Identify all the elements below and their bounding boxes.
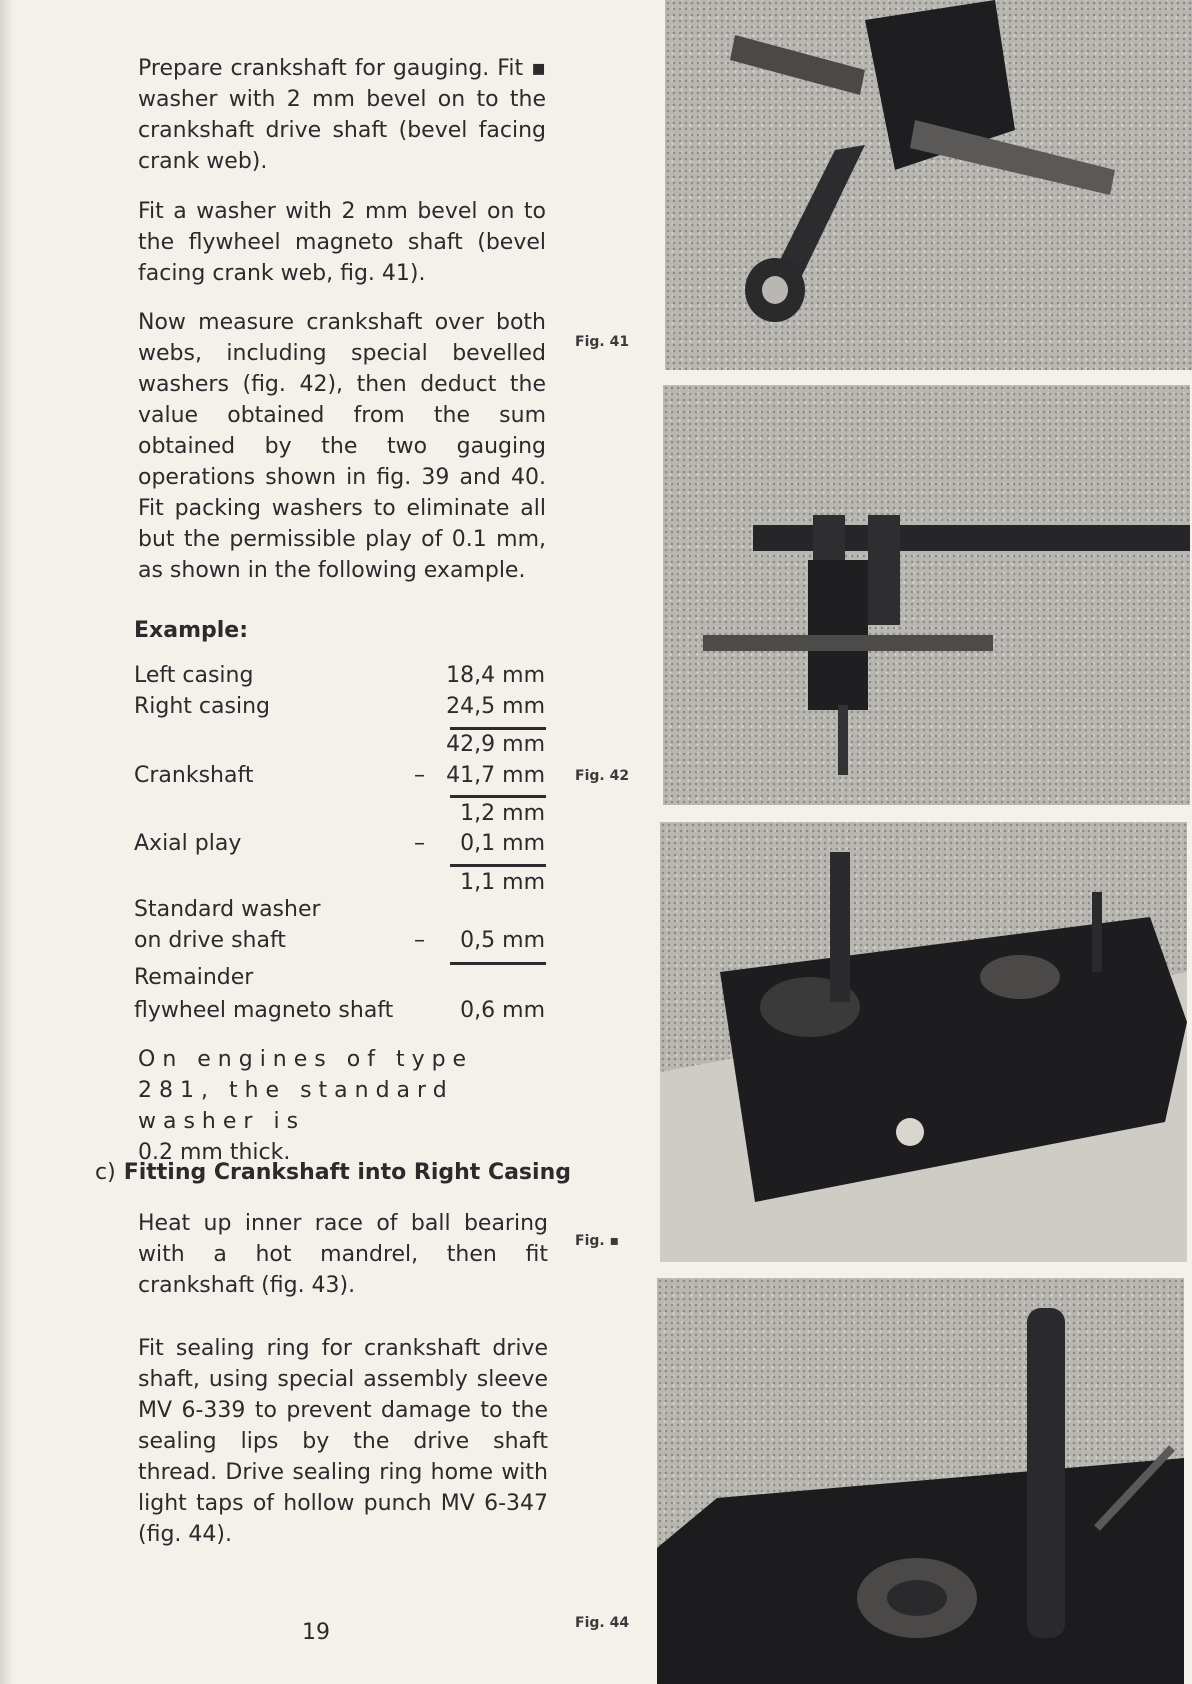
section-heading bbox=[95, 1160, 571, 1185]
figure-43-photo bbox=[660, 822, 1187, 1262]
example-heading: Example: bbox=[134, 618, 248, 643]
figure-42-caption: Fig. 42 bbox=[575, 768, 630, 784]
remainder-label-line2: flywheel magneto shaft bbox=[134, 998, 394, 1023]
paragraph-measure-crankshaft: Now measure crankshaft over both webs, including special bevelled washers (fig. 42), then deduct the value obtained from the sum obtained by the two gauging operations shown in fig. 39 and 40. Fit packing washers to eliminate all but the permissible play of 0.1 mm, as shown in the following example. bbox=[138, 310, 546, 583]
standard-washer-minus-sign: – bbox=[414, 928, 425, 953]
remainder-rule bbox=[450, 962, 546, 965]
engine-type-spaced-text: On engines of type 281, the standard washer is bbox=[138, 1047, 474, 1134]
page-binding-edge bbox=[0, 0, 14, 1684]
crankshaft-label: Crankshaft bbox=[134, 763, 254, 788]
remainder-value: 0,6 mm bbox=[460, 998, 545, 1023]
crankshaft-minus-sign: – bbox=[414, 763, 425, 788]
second-difference-value: 1,1 mm bbox=[460, 870, 545, 895]
paragraph-fit-washer: Fit a washer with 2 mm bevel on to the flywheel magneto shaft (bevel facing crank web, fig. 41). bbox=[138, 199, 546, 286]
crankshaft-value: 41,7 mm bbox=[446, 763, 545, 788]
right-casing-illustration bbox=[660, 822, 1187, 1262]
axial-play-minus-sign: – bbox=[414, 831, 425, 856]
remainder-label: Remainder bbox=[134, 965, 254, 990]
figure-41-photo bbox=[665, 0, 1192, 370]
paragraph-heat-inner-race: Heat up inner race of ball bearing with a hot mandrel, then fit crankshaft (fig. 43). bbox=[138, 1211, 548, 1298]
right-casing-label: Right casing bbox=[134, 694, 270, 719]
figure-43-caption: Fig. ▪ bbox=[575, 1233, 620, 1249]
figure-44-photo bbox=[657, 1278, 1184, 1684]
left-casing-value: 18,4 mm bbox=[446, 663, 545, 688]
section-title: Fitting Crankshaft into Right Casing bbox=[123, 1160, 571, 1185]
section-letter: c) bbox=[95, 1160, 116, 1185]
axial-play-value: 0,1 mm bbox=[460, 831, 545, 856]
paragraph-prepare-crankshaft: Prepare crankshaft for gauging. Fit ▪ washer with 2 mm bevel on to the crankshaft drive shaft (bevel facing crank web). bbox=[138, 56, 546, 174]
paragraph-engine-type-281 bbox=[138, 1044, 546, 1168]
sealing-ring-punch-illustration bbox=[657, 1278, 1184, 1684]
standard-washer-label: Standard washer bbox=[134, 897, 321, 922]
figure-41-caption: Fig. 41 bbox=[575, 334, 630, 350]
difference-value: 1,2 mm bbox=[460, 801, 545, 826]
figure-44-caption: Fig. 44 bbox=[575, 1615, 630, 1631]
caliper-illustration bbox=[663, 385, 1190, 805]
engine-type-thickness-text: 0.2 mm thick. bbox=[138, 1140, 291, 1165]
sum-value: 42,9 mm bbox=[446, 732, 545, 757]
standard-washer-value: 0,5 mm bbox=[460, 928, 545, 953]
right-casing-value: 24,5 mm bbox=[446, 694, 545, 719]
axial-play-label: Axial play bbox=[134, 831, 242, 856]
paragraph-fit-sealing-ring: Fit sealing ring for crankshaft drive shaft, using special assembly sleeve MV 6-339 to prevent damage to the sealing lips by the drive shaft thread. Drive sealing ring home with light taps of hollow punch MV 6-347 (fig. 44). bbox=[138, 1336, 548, 1547]
page-number: 19 bbox=[302, 1620, 330, 1645]
crankshaft-illustration bbox=[665, 0, 1192, 370]
standard-washer-label-line2: on drive shaft bbox=[134, 928, 286, 953]
figure-42-photo bbox=[663, 385, 1190, 805]
left-casing-label: Left casing bbox=[134, 663, 254, 688]
